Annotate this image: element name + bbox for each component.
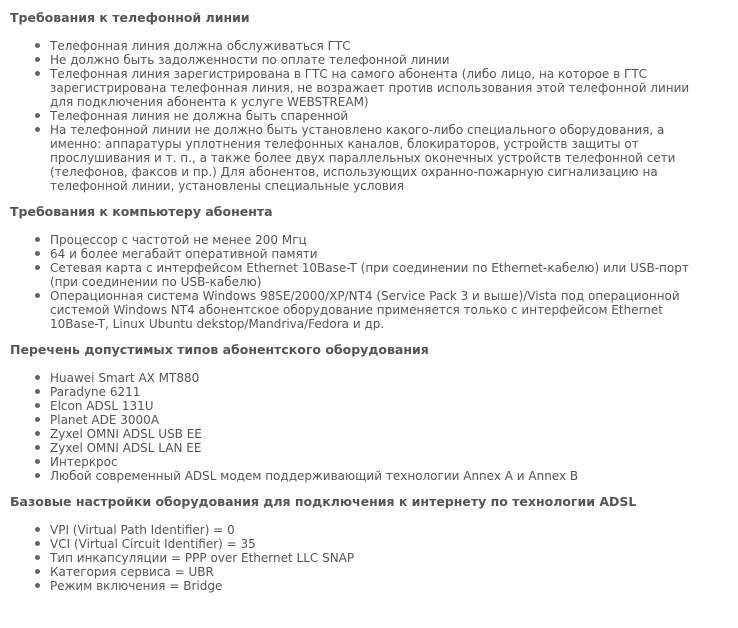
section-heading: Требования к компьютеру абонента (10, 204, 273, 219)
list-item: Любой современный ADSL модем поддерживающий технологии Annex A и Annex B (50, 469, 710, 483)
bullet-list (10, 233, 718, 331)
list-item: Huawei Smart AX MT880 (50, 371, 710, 385)
bullet-list (10, 523, 718, 593)
list-item: Категория сервиса = UBR (50, 565, 710, 579)
list-item: Телефонная линия зарегистрирована в ГТС на самого абонента (либо лицо, на которое в ГТС зарегистрирована телефонная линия, не возражает против использования этой телефонной линии для подключения абонента к услуге WEBSTREAM) (50, 67, 710, 109)
section-equipment-types (10, 342, 718, 483)
list-item: Режим включения = Bridge (50, 579, 710, 593)
list-item: Zyxel OMNI ADSL USB EE (50, 427, 710, 441)
list-item: Тип инкапсуляции = PPP over Ethernet LLC SNAP (50, 551, 710, 565)
list-item: Не должно быть задолженности по оплате телефонной линии (50, 53, 710, 67)
list-item: 64 и более мегабайт оперативной памяти (50, 247, 710, 261)
bullet-list (10, 39, 718, 193)
list-item: Zyxel OMNI ADSL LAN EE (50, 441, 710, 455)
list-item: Planet ADE 3000A (50, 413, 710, 427)
section-heading: Перечень допустимых типов абонентского оборудования (10, 342, 429, 357)
list-item: Paradyne 6211 (50, 385, 710, 399)
list-item: VPI (Virtual Path Identifier) = 0 (50, 523, 710, 537)
section-heading: Требования к телефонной линии (10, 10, 250, 25)
list-item: Интеркрос (50, 455, 710, 469)
list-item: Операционная система Windows 98SE/2000/XP/NT4 (Service Pack 3 и выше)/Vista под операционной системой Windows NT4 абонентское оборудование применяется только с интерфейсом Ethernet 10Base-T, Linux Ubuntu dekstop/Mandriva/Fedora и др. (50, 289, 710, 331)
list-item: Elcon ADSL 131U (50, 399, 710, 413)
list-item: Телефонная линия должна обслуживаться ГТС (50, 39, 710, 53)
list-item: VCI (Virtual Circuit Identifier) = 35 (50, 537, 710, 551)
list-item: Телефонная линия не должна быть спаренной (50, 109, 710, 123)
section-phone-line-requirements (10, 10, 718, 193)
list-item: Процессор с частотой не менее 200 Мгц (50, 233, 710, 247)
list-item: На телефонной линии не должно быть установлено какого-либо специального оборудования, а именно: аппаратуры уплотнения телефонных каналов, блокираторов, устройств защиты от прослушивания и т. п., а также более двух параллельных оконечных устройств телефонной сети (телефонов, факсов и пр.) Для абонентов, использующих охранно-пожарную сигнализацию на телефонной линии, установлены специальные условия (50, 123, 710, 193)
bullet-list (10, 371, 718, 483)
list-item: Сетевая карта с интерфейсом Ethernet 10Base-T (при соединении по Ethernet-кабелю) или USB-порт (при соединении по USB-кабелю) (50, 261, 710, 289)
section-computer-requirements (10, 204, 718, 331)
section-basic-settings (10, 494, 718, 593)
section-heading: Базовые настройки оборудования для подключения к интернету по технологии ADSL (10, 494, 637, 509)
